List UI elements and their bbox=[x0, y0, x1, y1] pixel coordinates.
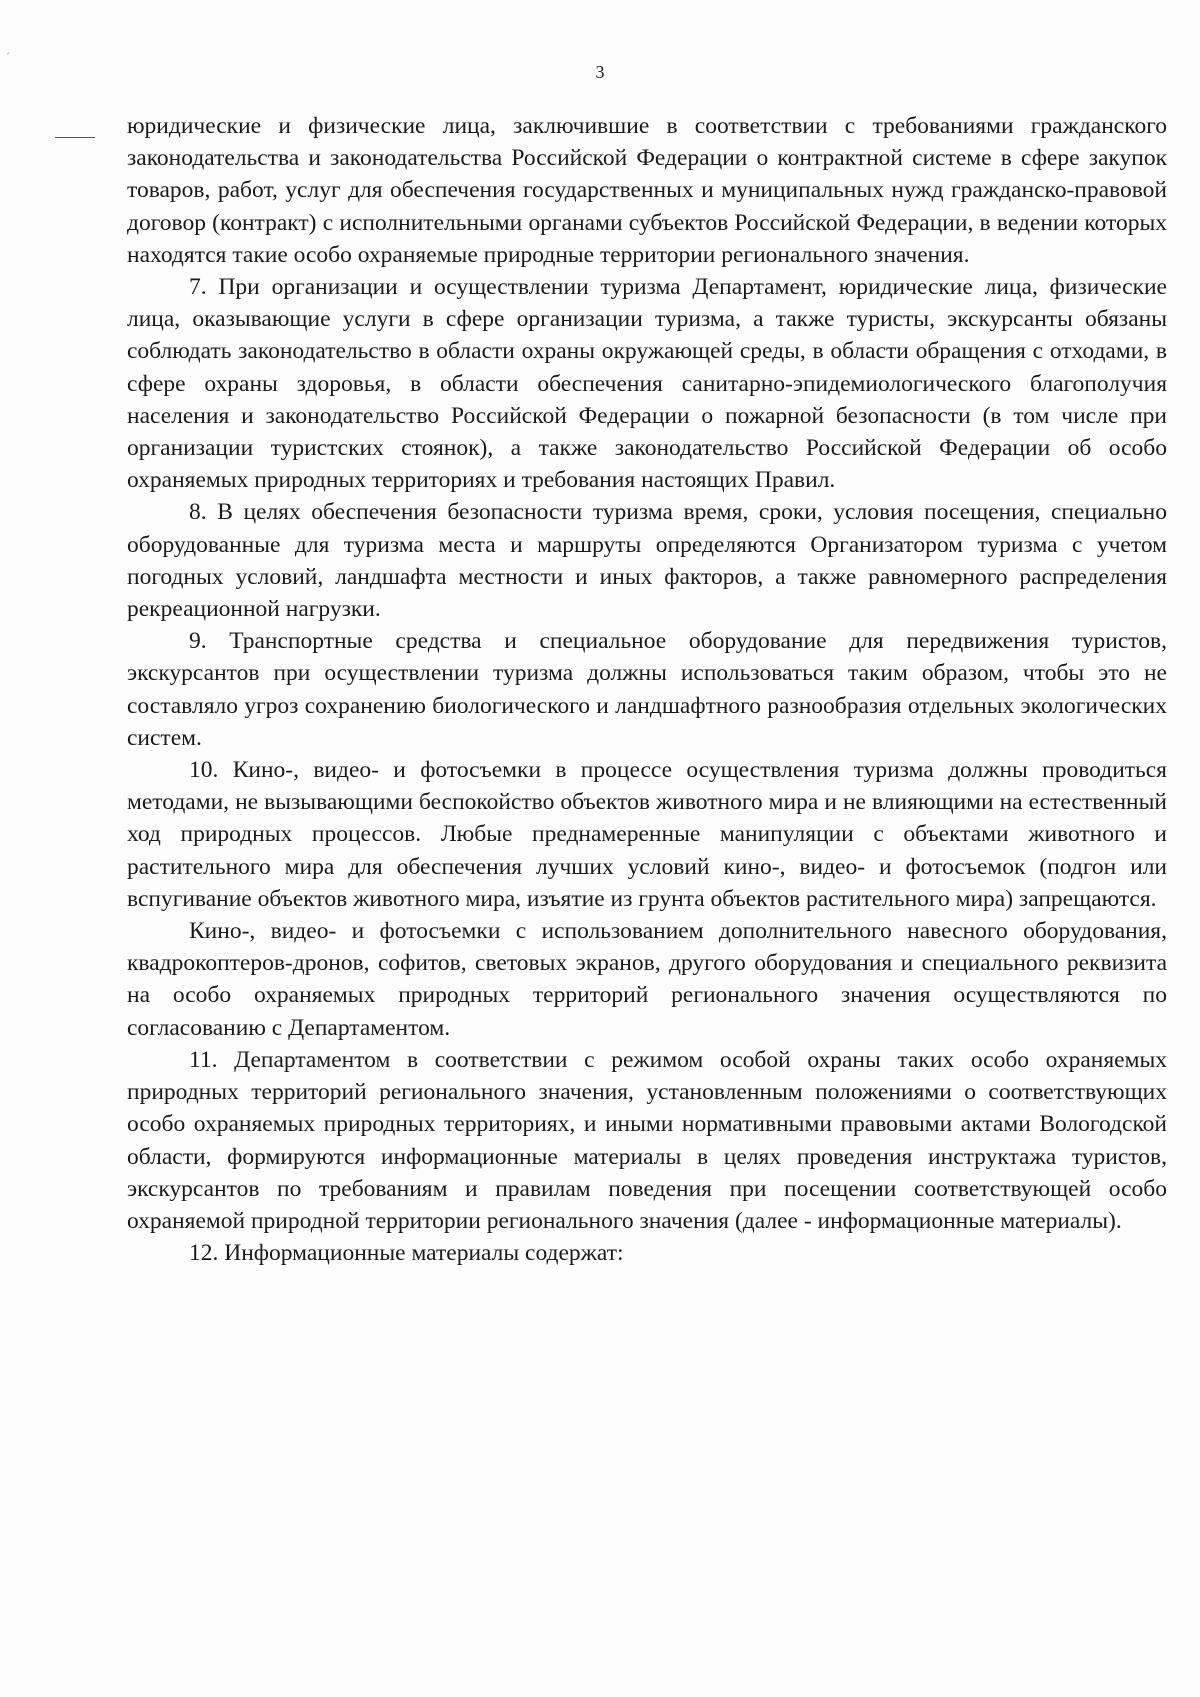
paragraph-item-9: 9. Транспортные средства и специальное оборудование для передвижения туристов, экскурсантов при осуществлении туризма должны использоваться таким образом, чтобы это не составляло угроз сохранению биологического и ландшафтного разнообразия отдельных экологических систем. bbox=[127, 628, 1167, 751]
paragraph-item-8: 8. В целях обеспечения безопасности туризма время, сроки, условия посещения, специально оборудованные для туризма места и маршруты определяются Организатором туризма с учетом погодных условий, ландшафта местности и иных факторов, а также равномерного распределения рекреационной нагрузки. bbox=[127, 499, 1167, 623]
document-body bbox=[127, 110, 1167, 1269]
page-number: 3 bbox=[595, 62, 605, 82]
scan-artifact-mark: ˊ bbox=[6, 50, 10, 64]
paragraph-item-11: 11. Департаментом в соответствии с режимом особой охраны таких особо охраняемых природных территорий регионального значения, установленным положениями о соответствующих особо охраняемых природных территориях, и иными нормативными правовыми актами Вологодской области, формируются информационные материалы в целях проведения инструктажа туристов, экскурсантов по требованиям и правилам поведения при посещении соответствующей особо охраняемой природной территории регионального значения (далее - информационные материалы). bbox=[127, 1046, 1167, 1234]
paragraph-item-10: 10. Кино-, видео- и фотосъемки в процессе осуществления туризма должны проводиться методами, не вызывающими беспокойство объектов животного мира и не влияющими на естественный ход природных процессов. Любые преднамеренные манипуляции с объектами животного и растительного мира для обеспечения лучших условий кино-, видео- и фотосъемок (подгон или вспугивание объектов животного мира, изъятие из грунта объектов растительного мира) запрещаются. bbox=[127, 757, 1167, 912]
paragraph-continuation: юридические и физические лица, заключившие в соответствии с требованиями гражданского законодательства и законодательства Российской Федерации о контрактной системе в сфере закупок товаров, работ, услуг для обеспечения государственных и муниципальных нужд гражданско-правовой договор (контракт) с исполнительными органами субъектов Российской Федерации, в ведении которых находятся такие особо охраняемые природные территории регионального значения. bbox=[127, 113, 1167, 268]
paragraph-item-12: 12. Информационные материалы содержат: bbox=[189, 1240, 624, 1267]
paragraph-item-7: 7. При организации и осуществлении туризма Департамент, юридические лица, физические лица, оказывающие услуги в сфере организации туризма, а также туристы, экскурсанты обязаны соблюдать законодательство в области охраны окружающей среды, в области обращения с отходами, в сфере охраны здоровья, в области обеспечения санитарно-эпидемиологического благополучия населения и законодательство Российской Федерации о пожарной безопасности (в том числе при организации туристских стоянок), а также законодательство Российской Федерации об особо охраняемых природных территориях и требования настоящих Правил. bbox=[127, 274, 1167, 494]
paragraph-item-10-continued: Кино-, видео- и фотосъемки с использованием дополнительного навесного оборудования, квадрокоптеров-дронов, софитов, световых экранов, другого оборудования и специального реквизита на особо охраняемых природных территорий регионального значения осуществляются по согласованию с Департаментом. bbox=[127, 918, 1167, 1041]
margin-dash bbox=[55, 137, 95, 138]
